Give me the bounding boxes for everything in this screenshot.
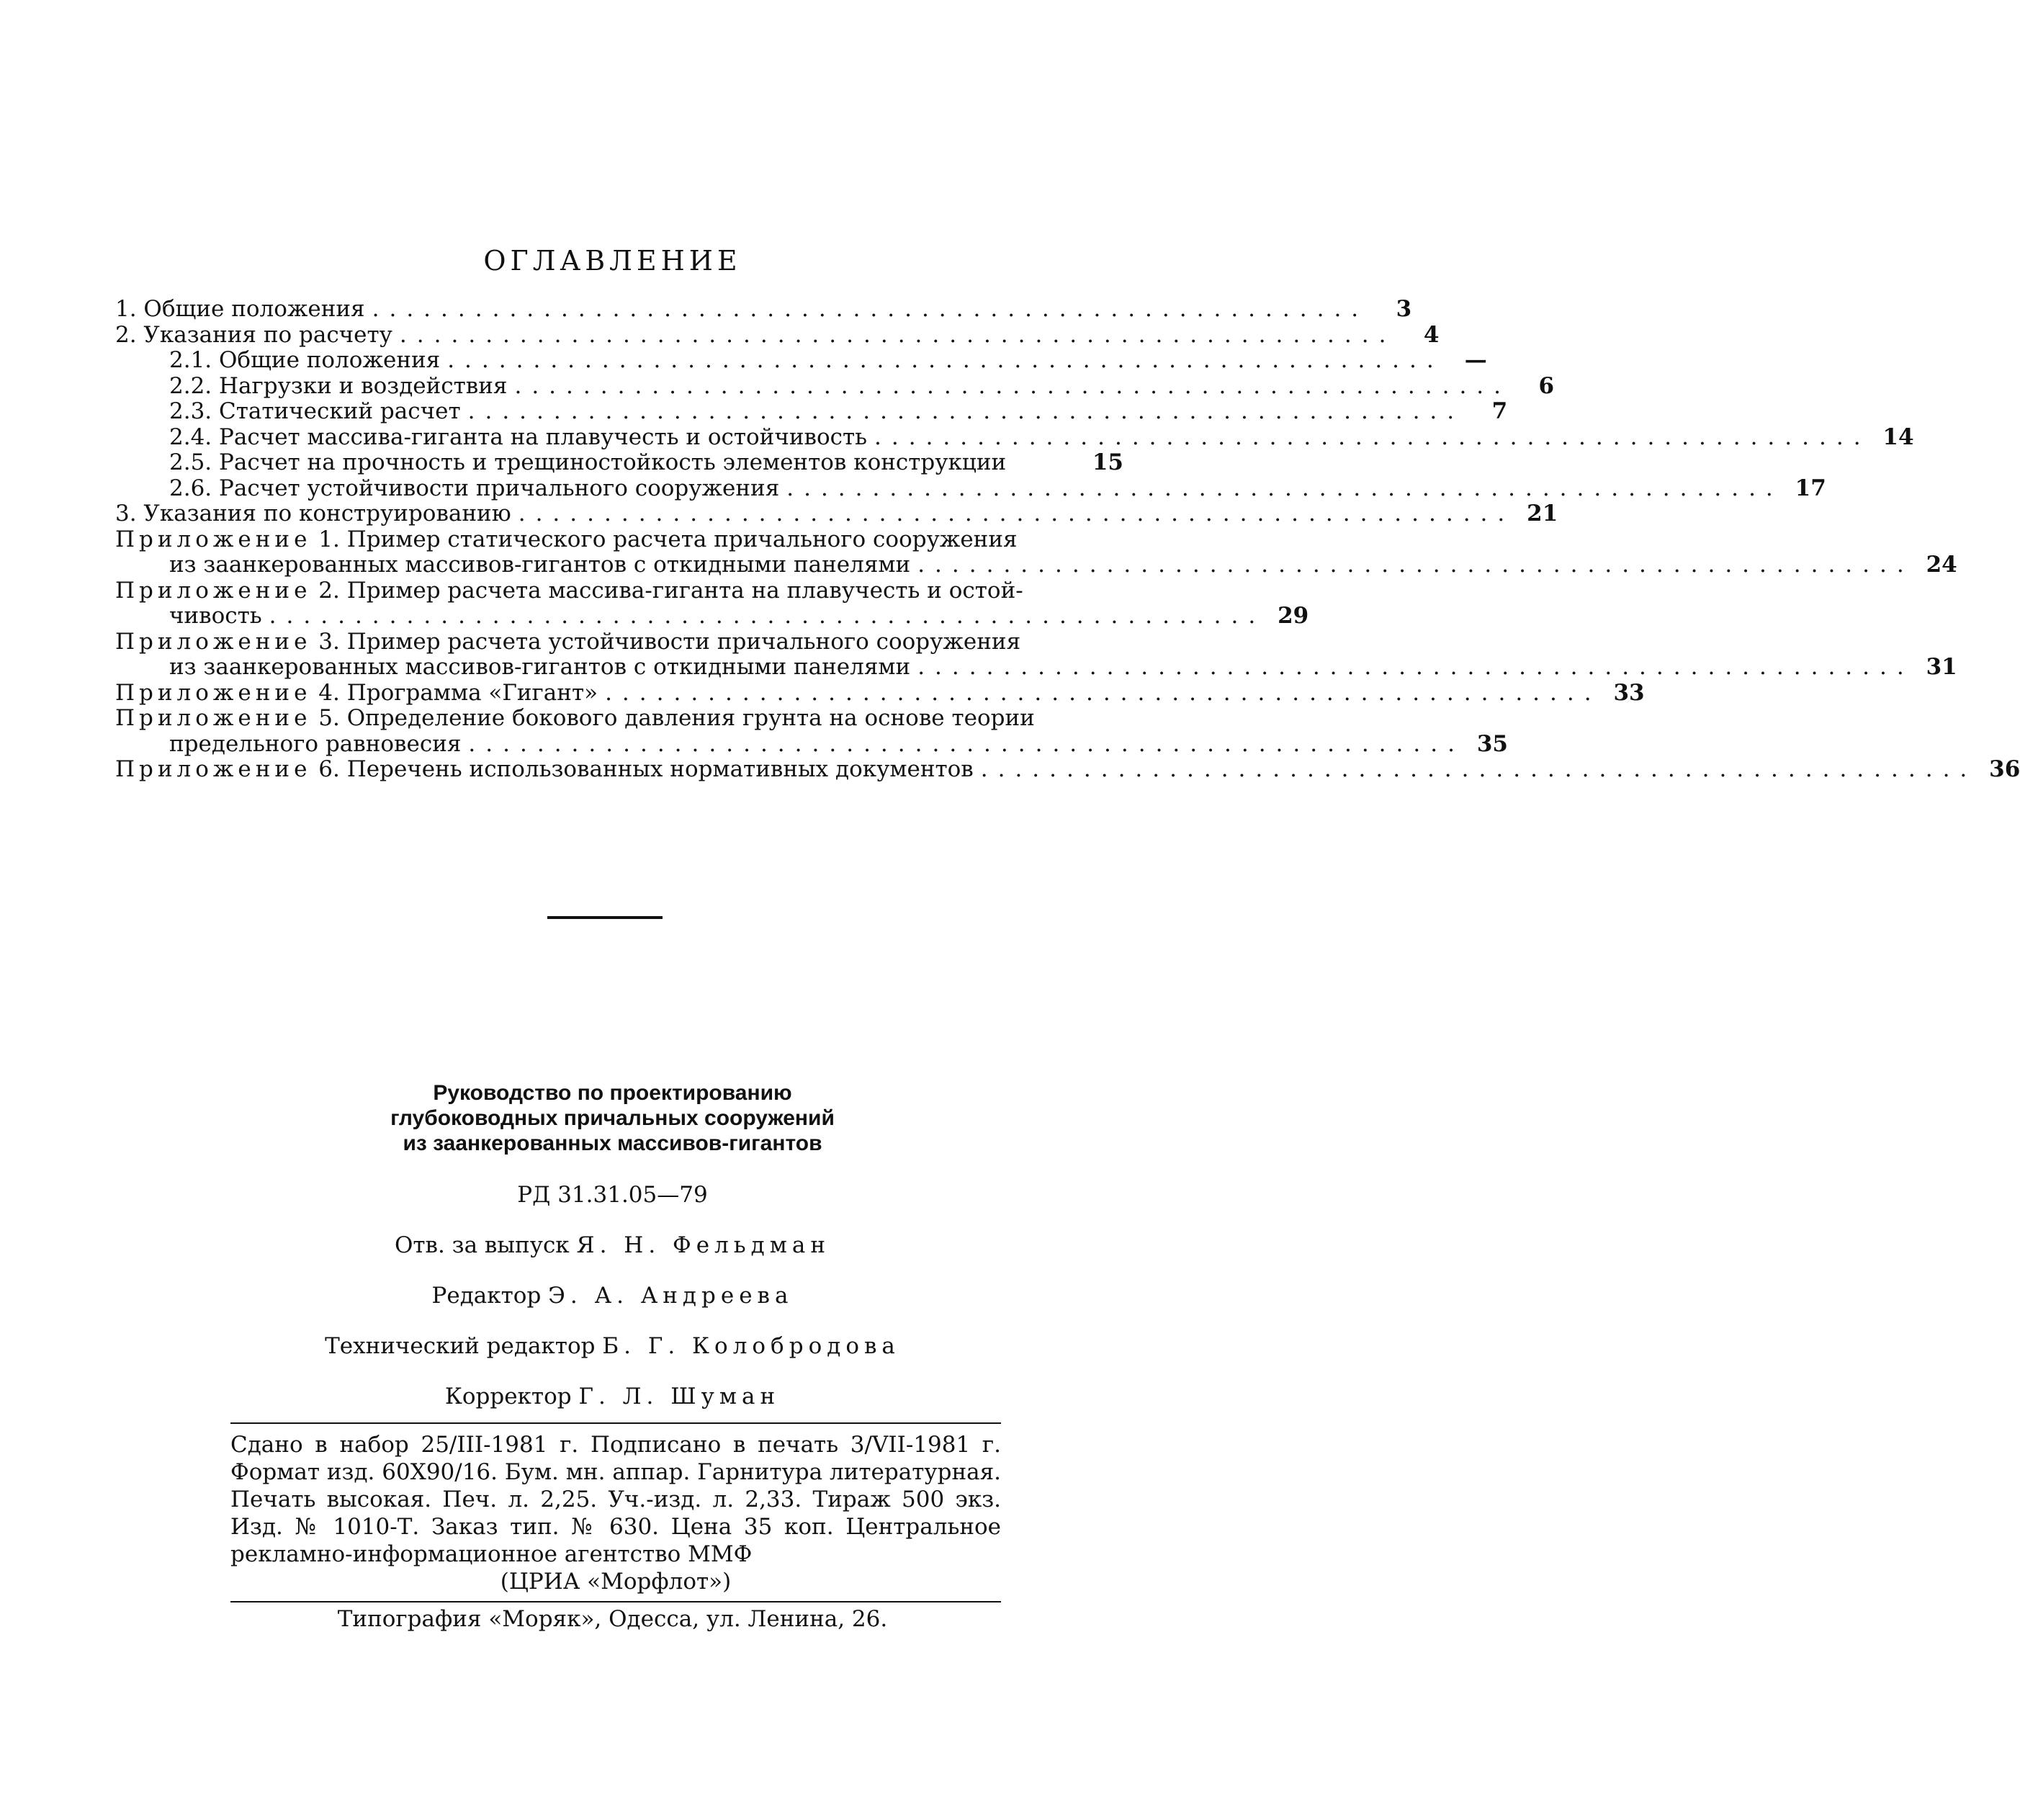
- toc-entry: 2.3. Статический расчет .......................................................... 7: [169, 398, 1508, 424]
- appendix-label: Приложение: [115, 705, 312, 731]
- leader-dots: ..........................................................: [518, 501, 1515, 526]
- page-number: 6: [1538, 372, 1555, 399]
- colophon: [0, 1080, 1225, 1409]
- page-number: 31: [1926, 654, 1957, 680]
- page-number: 21: [1527, 501, 1558, 526]
- leader-dots: ..........................................................: [917, 552, 1914, 578]
- toc-entry: 2.2. Нагрузки и воздействия .......................................................... 6: [169, 372, 1555, 399]
- toc-entry: Приложение 5. Определение бокового давления грунта на основе теории: [115, 705, 1035, 731]
- leader-dots: ..........................................................: [874, 423, 1871, 450]
- toc-entry: Приложение 1. Пример статического расчета причального сооружения: [115, 526, 1018, 552]
- toc-entry: Приложение 3. Пример расчета устойчивости причального сооружения: [115, 628, 1021, 655]
- section-divider: [547, 916, 663, 919]
- book-title-line: глубоководных причальных сооружений: [390, 1106, 835, 1130]
- toc-entry-continuation: предельного равновесия .......................................................... 35: [169, 730, 1508, 757]
- leader-dots: ..........................................................: [269, 603, 1266, 629]
- appendix-label: Приложение: [115, 526, 312, 552]
- toc-entry-continuation: из заанкерованных массивов-гигантов с откидными панелями .......................................................... 31: [169, 654, 1957, 680]
- leader-dots: ..........................................................: [399, 321, 1396, 348]
- page-number: 14: [1882, 423, 1914, 450]
- page-number: 17: [1795, 475, 1826, 501]
- agency-name: (ЦРИА «Морфлот»): [500, 1569, 732, 1595]
- printer-line: Типография «Моряк», Одесса, ул. Ленина, 26.: [337, 1606, 888, 1632]
- leader-dots: ..........................................................: [468, 730, 1465, 757]
- page-number: 29: [1278, 603, 1309, 629]
- page-number: —: [1464, 347, 1487, 373]
- page-number: 7: [1491, 398, 1508, 424]
- leader-dots: ..........................................................: [447, 347, 1444, 373]
- leader-dots: ..........................................................: [786, 475, 1783, 501]
- credit-line: Технический редактор Б. Г. Колобродова: [325, 1333, 900, 1359]
- page-number: 33: [1613, 679, 1645, 706]
- page-number: 3: [1396, 296, 1412, 322]
- toc-entry-continuation: чивость .......................................................... 29: [169, 603, 1309, 629]
- appendix-label: Приложение: [115, 577, 312, 604]
- imprint-text: Сдано в набор 25/III-1981 г. Подписано в печать 3/VII-1981 г. Формат изд. 60X90/16. Бум. мн. аппар. Гарнитура литературная. Печать высокая. Печ. л. 2,25. Уч.-изд. л. 2,33. Тираж 500 экз. Изд. № 1010-Т. Заказ тип. № 630. Цена 35 коп. Центральное рекламно-информационное агентство ММФ: [230, 1432, 1001, 1567]
- leader-dots: ..........................................................: [467, 398, 1465, 424]
- toc-entry: 3. Указания по конструированию .......................................................... 21: [115, 501, 1558, 526]
- toc-entry: 2.6. Расчет устойчивости причального сооружения .......................................................... 17: [169, 475, 1826, 501]
- toc-entry: 2.5. Расчет на прочность и трещиностойкость элементов конструкции 15: [169, 449, 1123, 475]
- toc-entry: 2.1. Общие положения .......................................................... —: [169, 347, 1487, 373]
- credit-line: Редактор Э. А. Андреева: [431, 1283, 794, 1309]
- page-number: 4: [1423, 321, 1440, 348]
- toc-entry-continuation: из заанкерованных массивов-гигантов с откидными панелями .......................................................... 24: [169, 552, 1957, 578]
- appendix-label: Приложение: [115, 756, 312, 782]
- appendix-label: Приложение: [115, 628, 312, 655]
- leader-dots: ..........................................................: [917, 654, 1914, 680]
- page-number: 24: [1926, 552, 1957, 578]
- credit-line: Корректор Г. Л. Шуман: [444, 1384, 781, 1409]
- toc-title: ОГЛАВЛЕНИЕ: [483, 245, 742, 277]
- toc-entry: 1. Общие положения .......................................................... 3: [115, 296, 1412, 322]
- credit-line: Отв. за выпуск Я. Н. Фельдман: [394, 1232, 831, 1258]
- leader-dots: ..........................................................: [980, 756, 1978, 782]
- leader-dots: ..........................................................: [372, 296, 1369, 322]
- page-number: 36: [1989, 756, 2020, 782]
- book-title-line: из заанкерованных массивов-гигантов: [403, 1131, 822, 1155]
- imprint-block: [230, 1422, 1001, 1602]
- toc-entry: Приложение 4. Программа «Гигант» .......................................................... 33: [115, 679, 1645, 706]
- leader-dots: ..........................................................: [514, 372, 1512, 399]
- appendix-label: Приложение: [115, 679, 312, 706]
- book-title-line: Руководство по проектированию: [433, 1081, 792, 1105]
- toc-entry: 2. Указания по расчету .......................................................... 4: [115, 321, 1440, 348]
- document-code: РД 31.31.05—79: [517, 1182, 708, 1208]
- page-number: 35: [1476, 730, 1508, 757]
- table-of-contents: [115, 296, 2020, 783]
- toc-entry: Приложение 2. Пример расчета массива-гиганта на плавучесть и остой-: [115, 577, 1023, 604]
- toc-entry: Приложение 6. Перечень использованных нормативных документов .......................................................... 36: [115, 756, 2020, 782]
- leader-dots: ..........................................................: [605, 679, 1602, 706]
- toc-entry: 2.4. Расчет массива-гиганта на плавучесть и остойчивость .......................................................... 14: [169, 423, 1914, 450]
- page-number: 15: [1092, 449, 1123, 475]
